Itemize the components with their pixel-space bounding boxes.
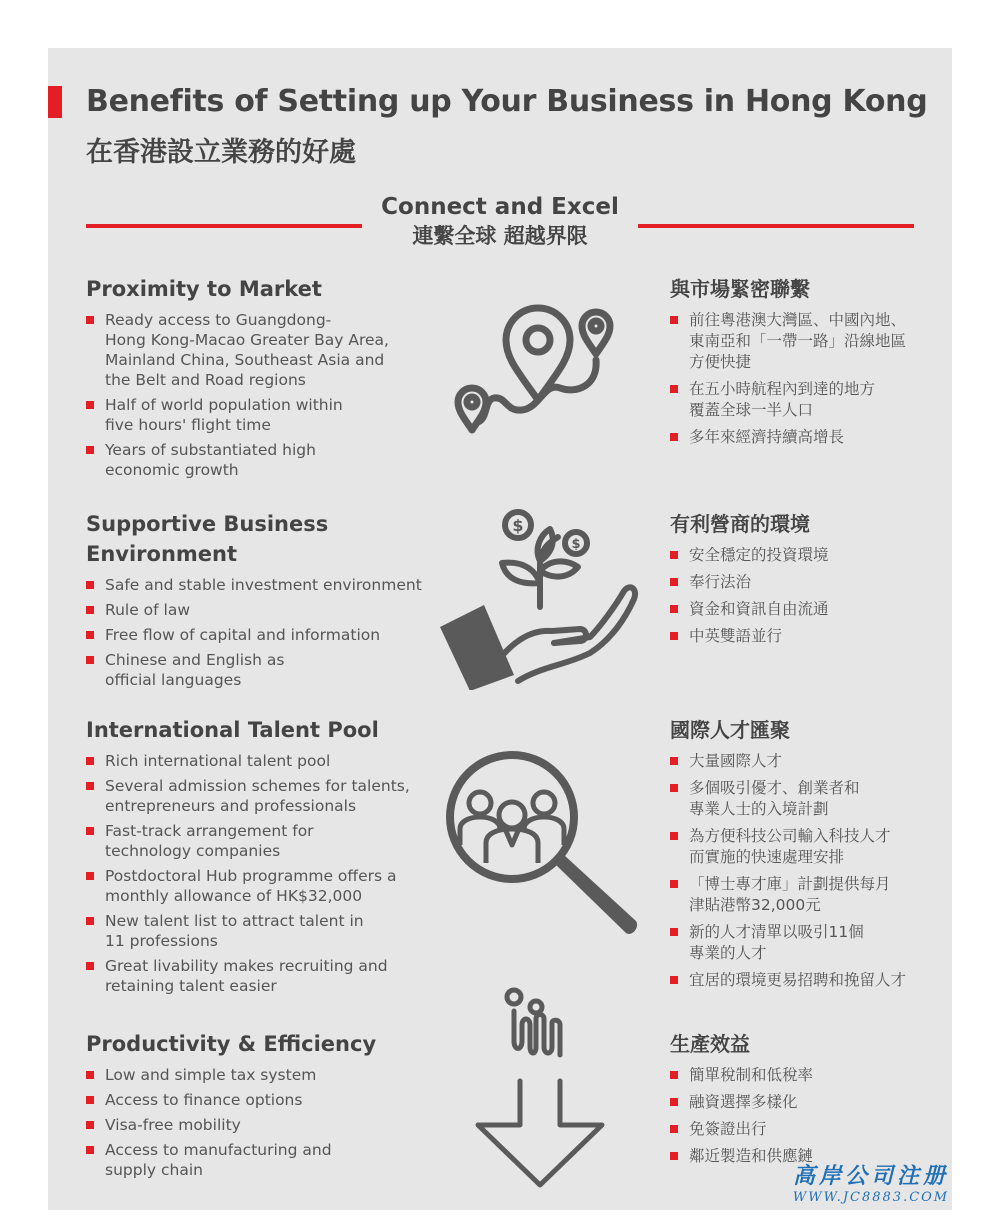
watermark-text: 高岸公司注册 [792, 1163, 949, 1189]
tagline-rule-left [86, 224, 362, 228]
list-item: Postdoctoral Hub programme offers a monthly allowance of HK$32,000 [86, 866, 436, 906]
list-item: 「博士專才庫」計劃提供每月 津貼港幣32,000元 [670, 874, 940, 916]
list-item: 前往粵港澳大灣區、中國內地、 東南亞和「一帶一路」沿線地區 方便快捷 [670, 310, 940, 373]
list-item: 鄰近製造和供應鏈 [670, 1146, 940, 1167]
list-item: Ready access to Guangdong- Hong Kong-Macao Greater Bay Area, Mainland China, Southeast Asia and the Belt and Road regions [86, 310, 436, 390]
list-item: 宜居的環境更易招聘和挽留人才 [670, 970, 940, 991]
watermark-url: WWW.JC8883.COM [792, 1190, 950, 1205]
list-item: 大量國際人才 [670, 751, 940, 772]
section-title: International Talent Pool [86, 718, 379, 742]
list-item: Rich international talent pool [86, 751, 436, 771]
list-item: 新的人才清單以吸引11個 專業的人才 [670, 922, 940, 964]
list-item: Fast-track arrangement for technology companies [86, 821, 436, 861]
map-pin-route-icon [448, 290, 628, 450]
svg-text:$: $ [571, 537, 581, 552]
list-item: 為方便科技公司輸入科技人才 而實施的快速處理安排 [670, 826, 940, 868]
list-item: Access to finance options [86, 1090, 436, 1110]
section-title-zh: 國際人才匯聚 [670, 718, 790, 742]
tagline-rule-right [638, 224, 914, 228]
list-item: Rule of law [86, 600, 436, 620]
section-productivity-en [86, 1029, 436, 1185]
list-item: Low and simple tax system [86, 1065, 436, 1085]
magnifier-people-icon [440, 745, 640, 945]
list-item: Safe and stable investment environment [86, 575, 436, 595]
list-item: Visa-free mobility [86, 1115, 436, 1135]
tagline-zh: 連繫全球 超越界限 [412, 224, 588, 248]
section-proximity-zh [670, 274, 940, 454]
section-title: Proximity to Market [86, 277, 322, 301]
page-title-en: Benefits of Setting up Your Business in Hong Kong [86, 84, 928, 119]
section-supportive-en [86, 509, 436, 695]
tagline-en: Connect and Excel [381, 194, 619, 220]
section-title-zh: 有利營商的環境 [670, 512, 810, 536]
list-item: 融資選擇多樣化 [670, 1092, 940, 1113]
list-item: Half of world population within five hours' flight time [86, 395, 436, 435]
page-title-zh: 在香港設立業務的好處 [86, 137, 356, 168]
list-item: Chinese and English as official languages [86, 650, 436, 690]
list-item: Free flow of capital and information [86, 625, 436, 645]
section-talent-en [86, 715, 436, 1001]
section-title-zh: 生產效益 [670, 1032, 750, 1056]
svg-text:$: $ [512, 516, 524, 535]
title-accent-bar [48, 86, 62, 118]
section-title: Productivity & Efficiency [86, 1032, 377, 1056]
section-productivity-zh [670, 1029, 940, 1173]
list-item: 簡單稅制和低稅率 [670, 1065, 940, 1086]
list-item: Years of substantiated high economic growth [86, 440, 436, 480]
list-item: Several admission schemes for talents, entrepreneurs and professionals [86, 776, 436, 816]
section-title: Supportive Business Environment [86, 512, 329, 566]
section-title-zh: 與市場緊密聯繫 [670, 277, 810, 301]
list-item: 免簽證出行 [670, 1119, 940, 1140]
list-item: 在五小時航程內到達的地方 覆蓋全球一半人口 [670, 379, 940, 421]
watermark [776, 1162, 966, 1206]
section-supportive-zh [670, 509, 940, 653]
list-item: New talent list to attract talent in 11 professions [86, 911, 436, 951]
section-proximity-en [86, 274, 436, 485]
list-item: 多個吸引優才、創業者和 專業人士的入境計劃 [670, 778, 940, 820]
tagline [362, 192, 638, 250]
list-item: 資金和資訊自由流通 [670, 599, 940, 620]
list-item: Great livability makes recruiting and retaining talent easier [86, 956, 436, 996]
list-item: 安全穩定的投資環境 [670, 545, 940, 566]
list-item: Access to manufacturing and supply chain [86, 1140, 436, 1180]
hand-money-plant-icon [440, 505, 640, 690]
downward-arrow-icon [470, 985, 610, 1190]
list-item: 奉行法治 [670, 572, 940, 593]
list-item: 中英雙語並行 [670, 626, 940, 647]
section-talent-zh [670, 715, 940, 997]
list-item: 多年來經濟持續高增長 [670, 427, 940, 448]
